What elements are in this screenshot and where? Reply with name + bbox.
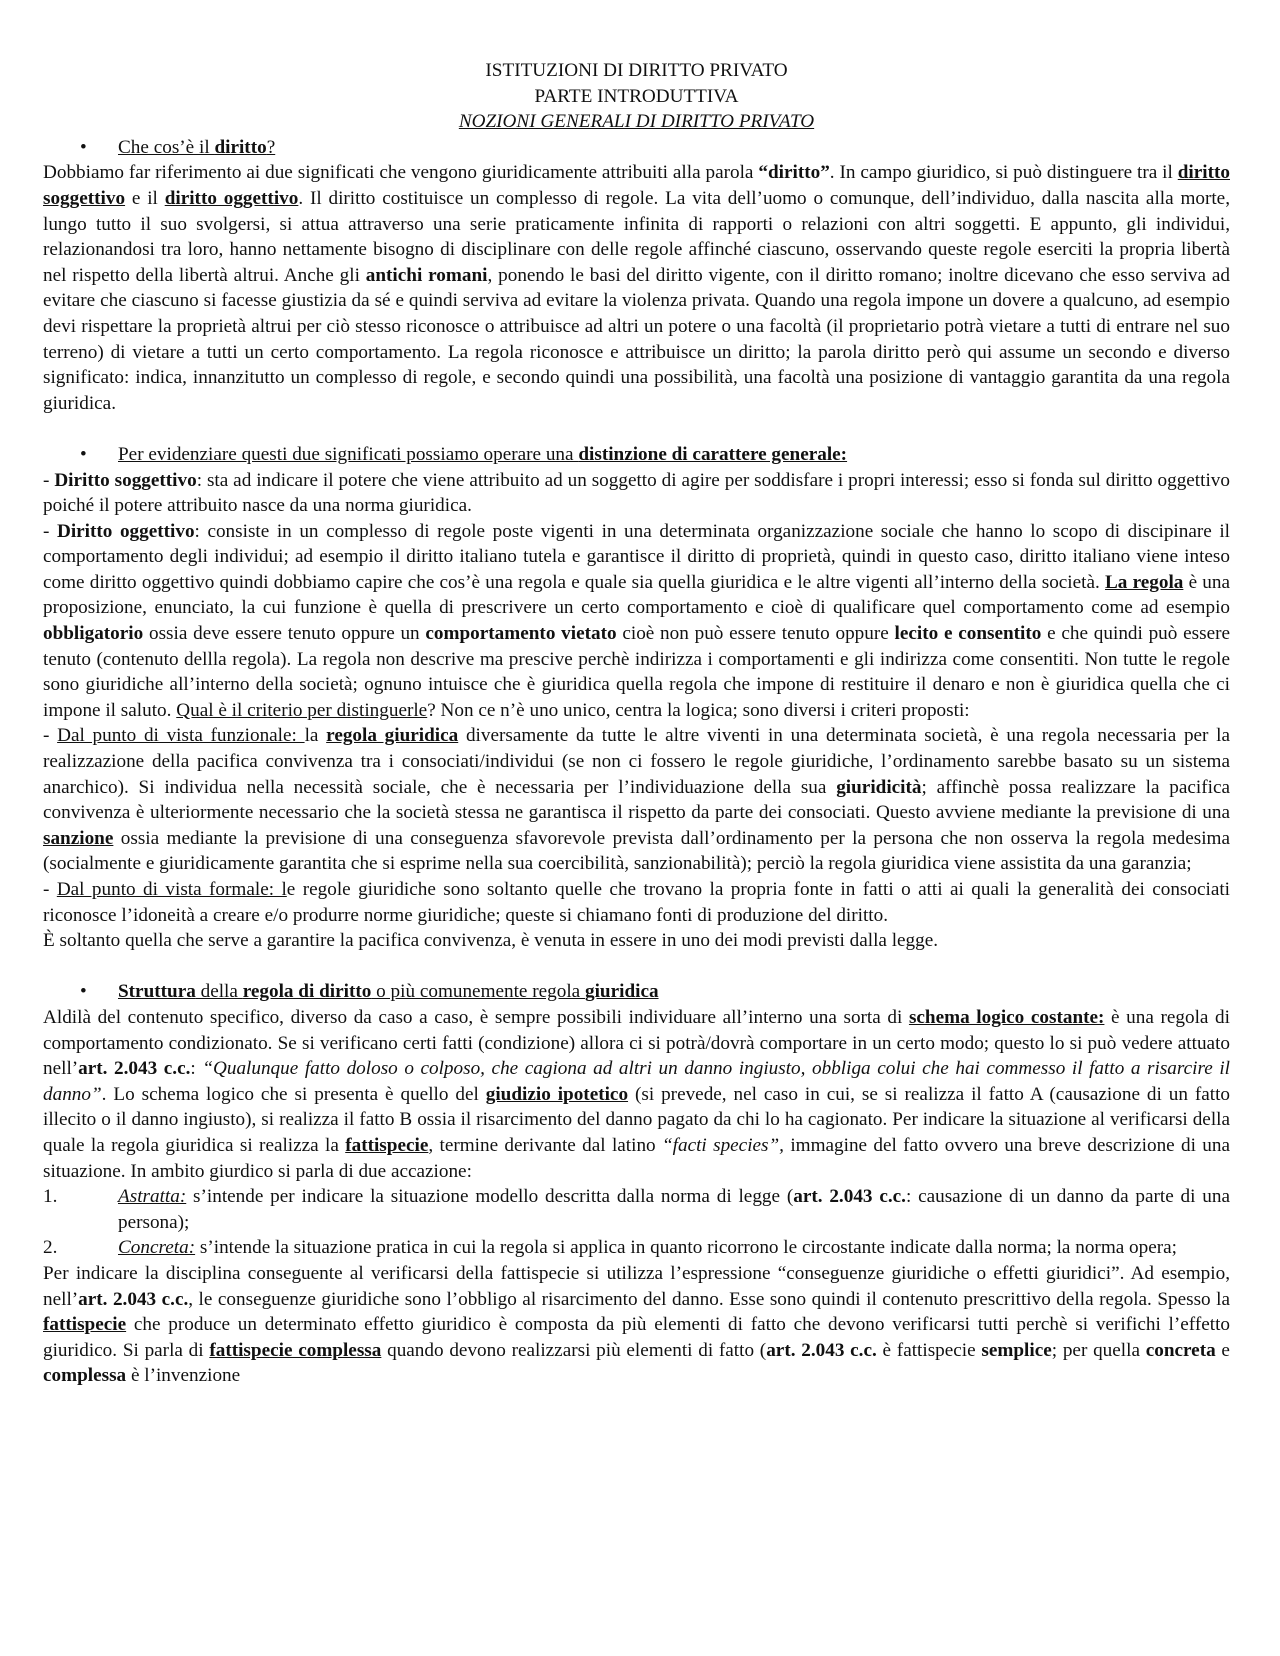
struttura-paragraph: Aldilà del contenuto specifico, diverso da caso a caso, è sempre possibili individuare all’interno una sorta di schema logico costante: è una regola di comportamento condizionato. Se si verificano certi fatti (condizione) allora ci si potrà/dovrà comportare in un certo modo; questo lo si può vedere attuato nell’art. 2.043 c.c.: “Qualunque fatto doloso o colposo, che cagiona ad altri un danno ingiusto, obbliga colui che hai commesso il fatto a risarcire il danno”. Lo schema logico che si presenta è quello del giudizio ipotetico (si prevede, nel caso in cui, se si realizza il fatto A (causazione di un fatto illecito o il danno ingiusto), si realizza il fatto B ossia il risarcimento del danno pagato da chi lo ha cagionato. Per indicare la situazione al verificarsi della quale la regola giuridica si realizza la fattispecie, termine derivante dal latino “facti species”, immagine del fatto ovvero una breve descrizione di una situazione. In ambito giurdico si parla di due accazione: [43,1006,1231,1182]
bullet-icon: • [80,136,87,158]
list-item-astratta: 1. Astratta: s’intende per indicare la situazione modello descritta dalla norma di legge (art. 2.043 c.c.: causazione di un danno da parte di una persona); [43,1186,1230,1233]
section1-paragraph: Dobbiamo far riferimento ai due significati che vengono giuridicamente attribuiti alla parola “diritto”. In campo giuridico, si può distinguere tra il diritto soggettivo e il diritto oggettivo. Il diritto costituisce un complesso di regole. La vita dell’uomo o comunque, dell’individuo, dalla nascita alla morte, lungo tutto il suo svolgersi, si attua attraverso una serie praticamente infinita di rapporti o relazioni con altri soggetti. E appunto, gli individui, relazionandosi tra loro, hanno nettamente bisogno di disciplinare con delle regole affinché ciascuno, osservando queste regole eserciti la propria libertà nel rispetto della libertà altrui. Anche gli antichi romani, ponendo le basi del diritto vigente, con il diritto romano; inoltre dicevano che esso serviva ad evitare che ciascuno si facesse giustizia da sé e quindi serviva ad evitare la violenza privata. Quando una regola impone un dovere a qualcuno, ad esempio devi rispettare la proprietà altrui per ciò stesso riconosce o attribuisce ad altri un potere o una facoltà (il proprietario potrà vietare a tutti di entrare nel suo terreno) di vietare a tutti un certo comportamento. La regola riconosce e attribuisce un diritto; la parola diritto però qui assume un secondo e diverso significato: indica, innanzitutto un complesso di regole, e secondo quindi una possibilità, una facoltà una posizione di vantaggio garantita da una regola giuridica. [43,162,1230,414]
section2-heading: • Per evidenziare questi due significati possiamo operare una distinzione di carattere generale: [43,442,1230,468]
document-title [43,58,1230,135]
punto-vista-funzionale-paragraph: - Dal punto di vista funzionale: la regola giuridica diversamente da tutte le altre viventi in una determinata società, è una regola necessaria per la realizzazione della pacifica convivenza tra i consociati/individui (se non ci fossero le regole giuridiche, l’ordinamento sarebbe basato su un sistema anarchico). Si individua nella necessità sociale, che è necessaria per l’individuazione della sua giuridicità; affinchè possa realizzare la pacifica convivenza è ulteriormente necessario che la società stessa ne garantisca il rispetto da parte dei consociati. Questo avviene mediante la previsione di una sanzione ossia mediante la previsione di una conseguenza sfavorevole prevista dall’ordinamento per la persona che non osserva la regola medesima (socialmente e giuridicamente garantita che si esprime nella sua coercibilità, sanzionabilità); perciò la regola giuridica viene assistita da una garanzia; [43,725,1231,875]
conclusion-paragraph: È soltanto quella che serve a garantire la pacifica convivenza, è venuta in essere in uno dei modi previsti dalla legge. [43,930,939,952]
diritto-oggettivo-paragraph: - Diritto oggettivo: consiste in un complesso di regole poste vigenti in una determinata organizzazione sociale che hanno lo scopo di discipinare il comportamento degli individui; ad esempio il diritto italiano tutela e garantisce il diritto di proprietà, quindi in questo caso, diritto italiano viene inteso come diritto oggettivo quindi dobbiamo capire che cos’è una regola e quale sia quella giuridica e le altre vigenti all’interno della società. La regola è una proposizione, enunciato, la cui funzione è quella di prescrivere un certo comportamento e cioè di qualificare quel comportamento come ad esempio obbligatorio ossia deve essere tenuto oppure un comportamento vietato cioè non può essere tenuto oppure lecito e consentito e che quindi può essere tenuto (contenuto dellla regola). La regola non descrive ma prescive perchè indirizza i comportamenti e gli indirizza come consentiti. Non tutte le regole sono giuridiche all’interno della società; ognuno intuisce che è giuridica quella regola che impone di restituire il denaro e non è giuridica quella che ci impone il saluto. Qual è il criterio per distinguerle? Non ce n’è uno unico, centra la logica; sono diversi i criteri proposti: [43,520,1231,721]
section1-heading: • Che cos’è il diritto? [43,135,1230,161]
title-line-1: ISTITUZIONI DI DIRITTO PRIVATO [485,60,788,81]
bullet-icon: • [80,981,87,1003]
title-line-2: PARTE INTRODUTTIVA [534,85,739,107]
conseguenze-paragraph: Per indicare la disciplina conseguente al verificarsi della fattispecie si utilizza l’espressione “conseguenze giuridiche o effetti giuridici”. Ad esempio, nell’art. 2.043 c.c., le conseguenze giuridiche sono l’obbligo al risarcimento del danno. Esse sono quindi il contenuto prescrittivo della regola. Spesso la fattispecie che produce un determinato effetto giuridico è composta da più elementi di fatto che devono verificarsi tutti perchè si verifichi l’effetto giuridico. Si parla di fattispecie complessa quando devono realizzarsi più elementi di fatto (art. 2.043 c.c. è fattispecie semplice; per quella concreta e complessa è l’invenzione [43,1262,1230,1387]
list-item-concreta: 2. Concreta: s’intende la situazione pratica in cui la regola si applica in quanto ricorrono le circostante indicate dalla norma; la norma opera; [43,1237,1178,1259]
punto-vista-formale-paragraph: - Dal punto di vista formale: le regole giuridiche sono soltanto quelle che trovano la propria fonte in fatti o atti ai quali la generalità dei consociati riconosce l’idoneità a creare e/o produrre norme giuridiche; queste si chiamano fonti di produzione del diritto. [43,879,1231,926]
diritto-soggettivo-paragraph: - Diritto soggettivo: sta ad indicare il potere che viene attribuito ad un soggetto di agire per soddisfare i propri interessi; esso si fonda sul diritto oggettivo poiché il potere attribuito nasce da una norma giuridica. [43,469,1230,517]
section3-heading: • Struttura della regola di diritto o più comunemente regola giuridica [43,979,1230,1005]
title-line-3: NOZIONI GENERALI DI DIRITTO PRIVATO [458,111,815,133]
bullet-icon: • [80,443,87,465]
